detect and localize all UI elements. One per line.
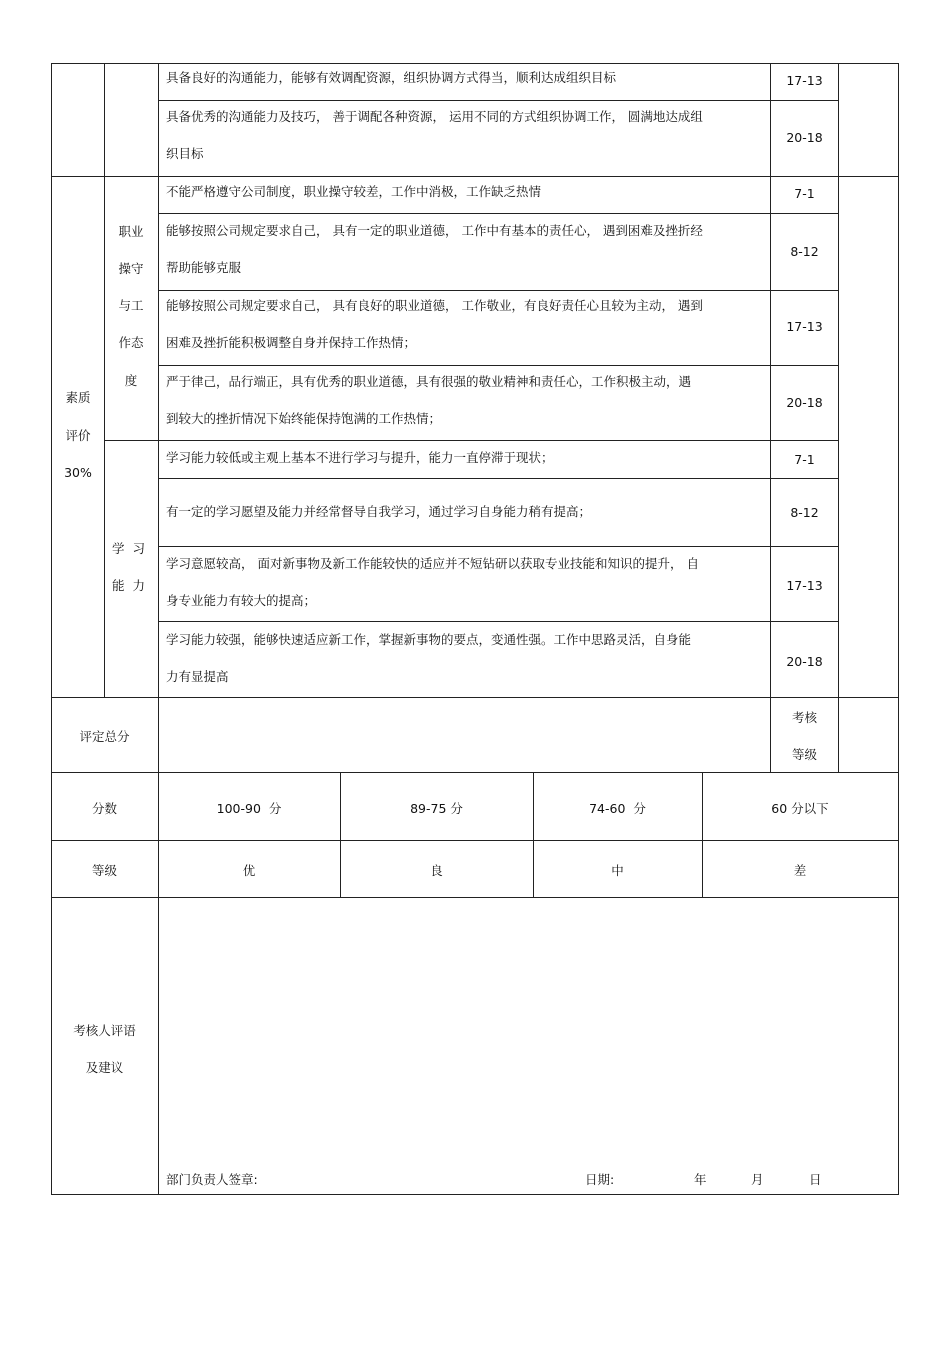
comments-area[interactable] bbox=[160, 899, 897, 1154]
criterion-text-continued: 到较大的挫折情况下始终能保持饱满的工作热情； bbox=[166, 411, 442, 426]
grade-scale-label: 等级 bbox=[91, 863, 117, 878]
criterion-text: 严于律己，品行端正，具有优秀的职业道德，具有很强的敬业精神和责任心，工作积极主动，遇 bbox=[166, 374, 692, 389]
quality-label: 素质 bbox=[65, 390, 91, 405]
criterion-text: 能够按照公司规定要求自己， 具有一定的职业道德， 工作中有基本的责任心， 遇到困难及挫折经 bbox=[166, 223, 703, 238]
grade-value: 良 bbox=[430, 863, 443, 878]
ethics-label: 与工 bbox=[118, 298, 144, 313]
comments-label: 及建议 bbox=[85, 1060, 124, 1075]
grade-label: 考核 bbox=[791, 710, 817, 725]
section-divider bbox=[51, 697, 899, 698]
date-month: 月 bbox=[751, 1172, 764, 1187]
quality-weight: 30% bbox=[64, 465, 92, 480]
score-range: 7-1 bbox=[794, 452, 815, 467]
quality-label: 评价 bbox=[65, 428, 91, 443]
score-range: 7-1 bbox=[794, 186, 815, 201]
criterion-text-continued: 力有显提高 bbox=[166, 669, 229, 684]
grade-value: 优 bbox=[242, 863, 256, 878]
section-divider bbox=[51, 772, 899, 773]
score-range: 17-13 bbox=[786, 578, 823, 593]
criterion-text: 学习能力较强，能够快速适应新工作，掌握新事物的要点，变通性强。工作中思路灵活，自身能 bbox=[166, 632, 692, 647]
date-label: 日期: bbox=[585, 1172, 615, 1187]
section-divider bbox=[51, 897, 899, 898]
score-band: 60 分以下 bbox=[771, 801, 829, 816]
criterion-text: 具备良好的沟通能力，能够有效调配资源，组织协调方式得当，顺利达成组织目标 bbox=[166, 70, 617, 85]
grade-label: 等级 bbox=[791, 747, 817, 762]
criterion-text: 不能严格遵守公司制度，职业操守较差，工作中消极，工作缺乏热情 bbox=[166, 184, 542, 199]
criterion-text: 能够按照公司规定要求自己， 具有良好的职业道德， 工作敬业，有良好责任心且较为主动， 遇到 bbox=[166, 298, 703, 313]
comments-label: 考核人评语 bbox=[73, 1023, 136, 1038]
date-day: 日 bbox=[809, 1172, 822, 1187]
criterion-text: 学习能力较低或主观上基本不进行学习与提升，能力一直停滞于现状； bbox=[166, 450, 554, 465]
grade-value: 中 bbox=[611, 863, 624, 878]
score-range: 20-18 bbox=[786, 130, 823, 145]
ethics-label: 职业 bbox=[118, 224, 144, 239]
ethics-label: 作态 bbox=[118, 335, 144, 350]
criterion-text: 有一定的学习愿望及能力并经常督导自我学习，通过学习自身能力稍有提高； bbox=[166, 504, 592, 519]
ethics-label: 度 bbox=[124, 373, 138, 388]
learning-label: 学 习 bbox=[112, 541, 145, 556]
content-divider bbox=[158, 63, 159, 1195]
score-range: 20-18 bbox=[786, 395, 823, 410]
learning-label: 能 力 bbox=[112, 578, 145, 593]
criterion-text-continued: 帮助能够克服 bbox=[166, 260, 242, 275]
total-score-label: 评定总分 bbox=[79, 729, 130, 744]
score-range: 17-13 bbox=[786, 319, 823, 334]
criterion-text-continued: 身专业能力有较大的提高； bbox=[166, 593, 317, 608]
score-band: 100-90 分 bbox=[216, 801, 282, 816]
score-right-divider bbox=[838, 63, 839, 772]
criterion-text-continued: 困难及挫折能积极调整自身并保持工作热情； bbox=[166, 335, 417, 350]
signature-label: 部门负责人签章: bbox=[166, 1172, 258, 1187]
score-range: 8-12 bbox=[790, 244, 819, 259]
score-band: 74-60 分 bbox=[589, 801, 646, 816]
criterion-text: 学习意愿较高， 面对新事物及新工作能较快的适应并不短钻研以获取专业技能和知识的提升， 自 bbox=[166, 556, 699, 571]
criterion-text: 具备优秀的沟通能力及技巧， 善于调配各种资源， 运用不同的方式组织协调工作， 圆满地达成组 bbox=[166, 109, 703, 124]
date-year: 年 bbox=[694, 1172, 707, 1187]
ethics-label: 操守 bbox=[118, 261, 144, 276]
score-range: 17-13 bbox=[786, 73, 823, 88]
grade-value: 差 bbox=[793, 863, 807, 878]
section-divider bbox=[51, 840, 899, 841]
criterion-text-continued: 织目标 bbox=[166, 146, 204, 161]
table-border-right bbox=[898, 63, 899, 1195]
score-scale-label: 分数 bbox=[91, 801, 117, 816]
score-range: 8-12 bbox=[790, 505, 819, 520]
row-divider bbox=[158, 478, 838, 479]
score-range: 20-18 bbox=[786, 654, 823, 669]
score-band: 89-75 分 bbox=[410, 801, 463, 816]
